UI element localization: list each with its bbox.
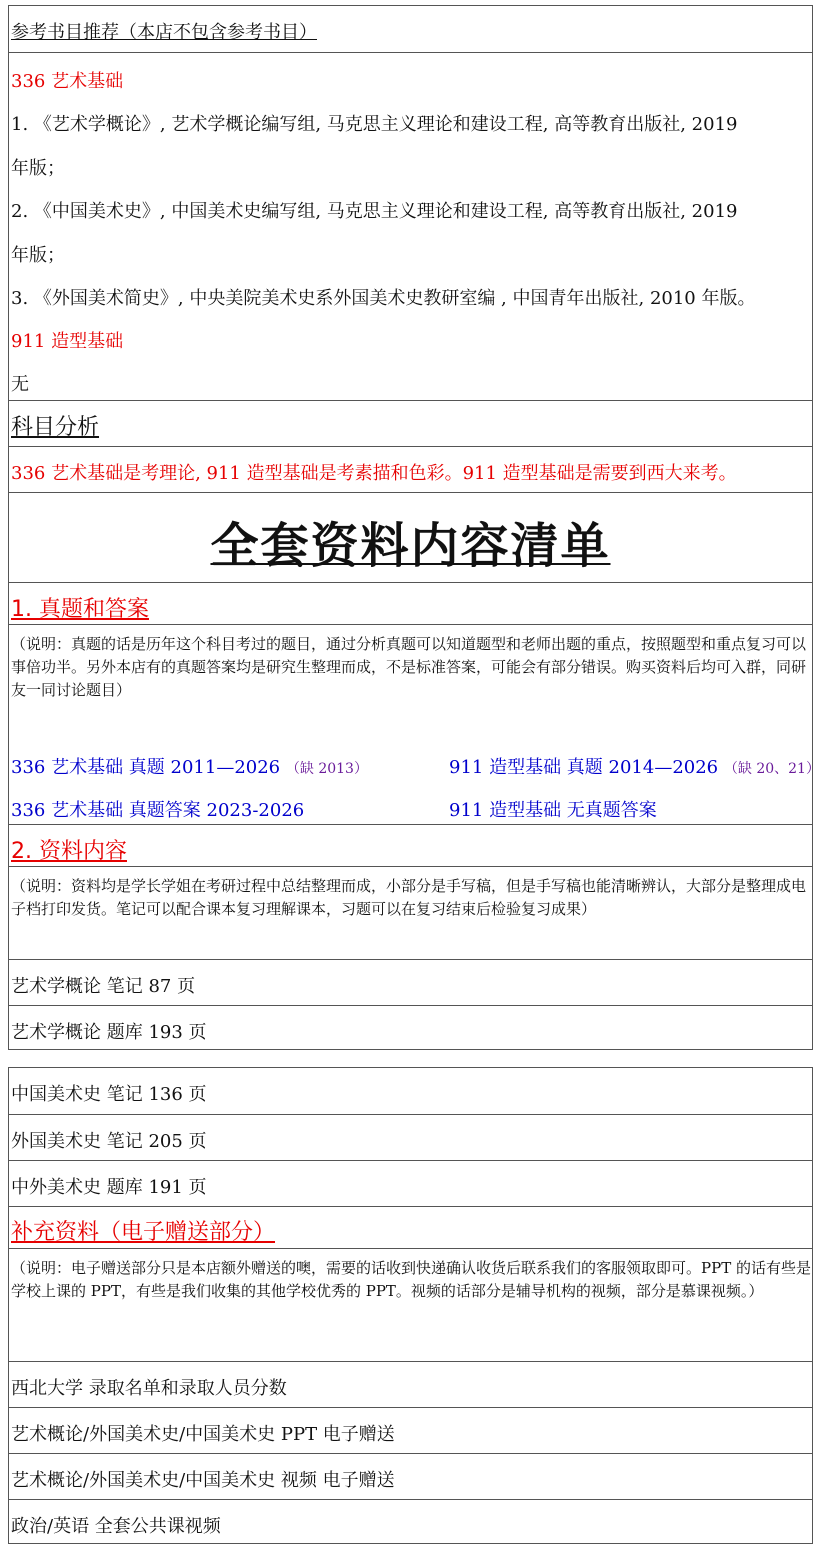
document-box-2 [8,1067,813,1544]
bonus-heading-row [9,1206,812,1248]
material-item-row [9,1160,812,1206]
exam-right-1-note: （缺 20、21） [723,761,820,777]
bonus-item-row [9,1361,812,1407]
book2-line1: 2. 《中国美术史》, 中国美术史编写组, 马克思主义理论和建设工程, 高等教育出版社, 2019 [11,201,738,222]
bonus-item: 政治/英语 全套公共课视频 [11,1516,221,1537]
bonus-item: 西北大学 录取名单和录取人员分数 [11,1378,287,1399]
analysis-text-row [9,446,812,492]
exam-left-1-note: （缺 2013） [285,761,368,777]
exam-right-1 [449,753,820,779]
exam-right-2: 911 造型基础 无真题答案 [449,800,657,821]
bonus-item-row [9,1499,812,1543]
exams-heading: 1. 真题和答案 [11,597,149,622]
exam-right-1-text: 911 造型基础 真题 2014—2026 [449,757,719,778]
material-item-row [9,1114,812,1160]
exam-left-1-text: 336 艺术基础 真题 2011—2026 [11,757,281,778]
material-item: 艺术学概论 题库 193 页 [11,1022,207,1043]
ref-heading-row [9,6,812,52]
bonus-note-row [9,1248,812,1361]
ref-heading: 参考书目推荐（本店不包含参考书目） [11,22,317,43]
materials-heading: 2. 资料内容 [11,839,127,864]
exam-left-2: 336 艺术基础 真题答案 2023-2026 [11,800,305,821]
analysis-heading: 科目分析 [11,415,100,440]
material-item-row [9,1068,812,1114]
subject2-title: 911 造型基础 [11,331,124,352]
book3-line: 3. 《外国美术简史》, 中央美院美术史系外国美术史教研室编 , 中国青年出版社, 2010 年版。 [11,288,756,309]
bonus-item: 艺术概论/外国美术史/中国美术史 PPT 电子赠送 [11,1424,395,1445]
material-item: 外国美术史 笔记 205 页 [11,1131,207,1152]
materials-note-row [9,866,812,959]
bonus-item: 艺术概论/外国美术史/中国美术史 视频 电子赠送 [11,1470,395,1491]
bonus-heading: 补充资料（电子赠送部分） [11,1220,276,1245]
exam-left-1 [11,753,368,779]
subject2-none: 无 [11,374,29,395]
ref-content-row [9,52,812,400]
exams-heading-row [9,582,812,624]
material-item-row [9,1005,812,1050]
book1-line1: 1. 《艺术学概论》, 艺术学概论编写组, 马克思主义理论和建设工程, 高等教育出版社, 2019 [11,114,738,135]
analysis-heading-row [9,400,812,446]
bonus-item-row [9,1407,812,1453]
main-title: 全套资料内容清单 [210,518,611,574]
subject1-title: 336 艺术基础 [11,71,124,92]
main-title-row [9,492,812,582]
exams-note: （说明：真题的话是历年这个科目考过的题目，通过分析真题可以知道题型和老师出题的重点，按照题型和重点复习可以事倍功半。另外本店有的真题答案均是研究生整理而成，不是标准答案，可能会有部分错误。购买资料后均可入群，同研友一同讨论题目） [11,635,807,699]
material-item: 中国美术史 笔记 136 页 [11,1084,207,1105]
bonus-note: （说明：电子赠送部分只是本店额外赠送的噢，需要的话收到快递确认收货后联系我们的客服领取即可。PPT 的话有些是学校上课的 PPT，有些是我们收集的其他学校优秀的 PPT。视频的话部分是辅导机构的视频，部分是慕课视频。） [11,1259,811,1300]
material-item: 艺术学概论 笔记 87 页 [11,976,196,997]
exams-content-row [9,624,820,824]
material-item-row [9,959,812,1005]
book1-line2: 年版； [11,158,65,179]
document-box-1 [8,5,820,1050]
materials-note: （说明：资料均是学长学姐在考研过程中总结整理而成，小部分是手写稿，但是手写稿也能清晰辨认，大部分是整理成电子档打印发货。笔记可以配合课本复习理解课本，习题可以在复习结束后检验复习成果） [11,877,807,918]
material-item: 中外美术史 题库 191 页 [11,1177,207,1198]
book2-line2: 年版； [11,245,65,266]
materials-heading-row [9,824,812,866]
analysis-text: 336 艺术基础是考理论, 911 造型基础是考素描和色彩。911 造型基础是需要到西大来考。 [11,463,737,484]
bonus-item-row [9,1453,812,1499]
